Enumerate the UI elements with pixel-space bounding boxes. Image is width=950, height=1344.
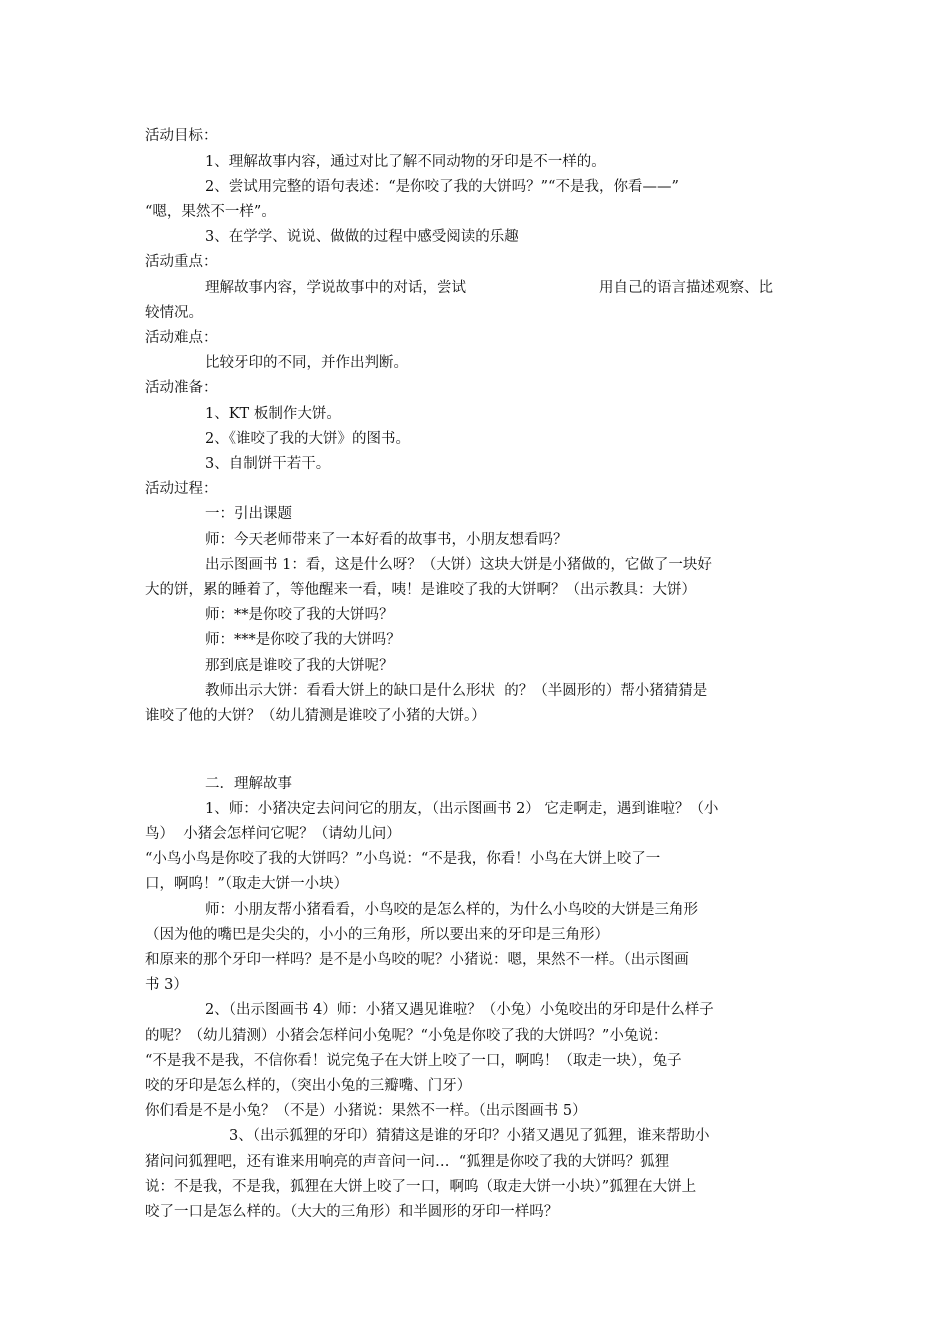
paragraph-line: 咬了一口是怎么样的。（大大的三角形）和半圆形的牙印一样吗？ [145, 1204, 559, 1220]
paragraph-line: 师：小朋友帮小猪看看，小鸟咬的是怎么样的，为什么小鸟咬的大饼是三角形 [205, 902, 698, 918]
paragraph-line: 和原来的那个牙印一样吗？是不是小鸟咬的呢？小猪说：嗯，果然不一样。（出示图画 [145, 952, 689, 968]
paragraph-line: 2、（出示图画书 4）师：小猪又遇见谁啦？（小兔）小兔咬出的牙印是什么样子 [205, 1002, 714, 1018]
paragraph-line: 咬的牙印是怎么样的，（突出小兔的三瓣嘴、门牙） [145, 1078, 472, 1094]
preparation-item: 2、《谁咬了我的大饼》的图书。 [205, 431, 410, 447]
preparation-item: 3、自制饼干若干。 [205, 456, 331, 472]
paragraph-line: 鸟） 小猪会怎样问它呢？（请幼儿问） [145, 826, 401, 842]
paragraph-line: 师：今天老师带来了一本好看的故事书，小朋友想看吗？ [205, 532, 568, 548]
goal-item: 2、尝试用完整的语句表述：“是你咬了我的大饼吗？”“不是我，你看——” [205, 179, 679, 195]
paragraph-line: 用自己的语言描述观察、比 [599, 280, 773, 296]
paragraph-line: 师：**是你咬了我的大饼吗？ [205, 607, 394, 623]
paragraph-line: 比较牙印的不同，并作出判断。 [205, 355, 408, 371]
preparation-item: 1、KT 板制作大饼。 [205, 406, 341, 422]
paragraph-line: 说：不是我，不是我，狐狸在大饼上咬了一口，啊呜（取走大饼一小块）”狐狸在大饼上 [145, 1179, 697, 1195]
paragraph-line: 大的饼，累的睡着了，等他醒来一看，咦！是谁咬了我的大饼啊？（出示教具：大饼） [145, 582, 696, 598]
paragraph-line: “小鸟小鸟是你咬了我的大饼吗？”小鸟说：“不是我，你看！小鸟在大饼上咬了一 [145, 851, 661, 867]
paragraph-line: 的呢？（幼儿猜测）小猪会怎样问小兔呢？“小兔是你咬了我的大饼吗？”小兔说： [145, 1028, 668, 1044]
paragraph-line: 那到底是谁咬了我的大饼呢？ [205, 658, 394, 674]
paragraph-line: 3、（出示狐狸的牙印）猜猜这是谁的牙印？小猪又遇见了狐狸，谁来帮助小 [229, 1128, 710, 1144]
subsection-heading: 一：引出课题 [205, 506, 292, 522]
paragraph-line: “嗯，果然不一样”。 [145, 204, 276, 220]
paragraph-line: 出示图画书 1：看，这是什么呀？（大饼）这块大饼是小猪做的，它做了一块好 [205, 557, 712, 573]
section-heading-process: 活动过程： [145, 481, 218, 497]
paragraph-line: 谁咬了他的大饼？（幼儿猜测是谁咬了小猪的大饼。） [145, 708, 486, 724]
paragraph-line: 猪问问狐狸吧，还有谁来用响亮的声音问一问… “狐狸是你咬了我的大饼吗？狐狸 [145, 1154, 670, 1170]
paragraph-line: 师：***是你咬了我的大饼吗？ [205, 632, 401, 648]
goal-item: 1、理解故事内容，通过对比了解不同动物的牙印是不一样的。 [205, 154, 606, 170]
paragraph-line: 1、师：小猪决定去问问它的朋友，（出示图画书 2） 它走啊走，遇到谁啦？（小 [205, 801, 719, 817]
paragraph-line: 口，啊呜！”（取走大饼一小块） [145, 876, 349, 892]
paragraph-line: （因为他的嘴巴是尖尖的，小小的三角形，所以要出来的牙印是三角形） [145, 927, 609, 943]
section-heading-difficulty: 活动难点： [145, 330, 218, 346]
subsection-heading: 二．理解故事 [205, 776, 292, 792]
section-heading-focus: 活动重点： [145, 254, 218, 270]
goal-item: 3、在学学、说说、做做的过程中感受阅读的乐趣 [205, 229, 519, 245]
section-heading-preparation: 活动准备： [145, 380, 218, 396]
paragraph-line: 理解故事内容，学说故事中的对话，尝试 [205, 280, 466, 296]
paragraph-line: 教师出示大饼：看看大饼上的缺口是什么形状 的？（半圆形的）帮小猪猜猜是 [205, 683, 708, 699]
section-heading-goals: 活动目标： [145, 128, 218, 144]
paragraph-line: “不是我不是我，不信你看！说完兔子在大饼上咬了一口，啊呜！（取走一块），兔子 [145, 1053, 682, 1069]
paragraph-line: 书 3） [145, 977, 188, 993]
paragraph-line: 较情况。 [145, 305, 203, 321]
paragraph-line: 你们看是不是小兔？（不是）小猪说：果然不一样。（出示图画书 5） [145, 1103, 587, 1119]
